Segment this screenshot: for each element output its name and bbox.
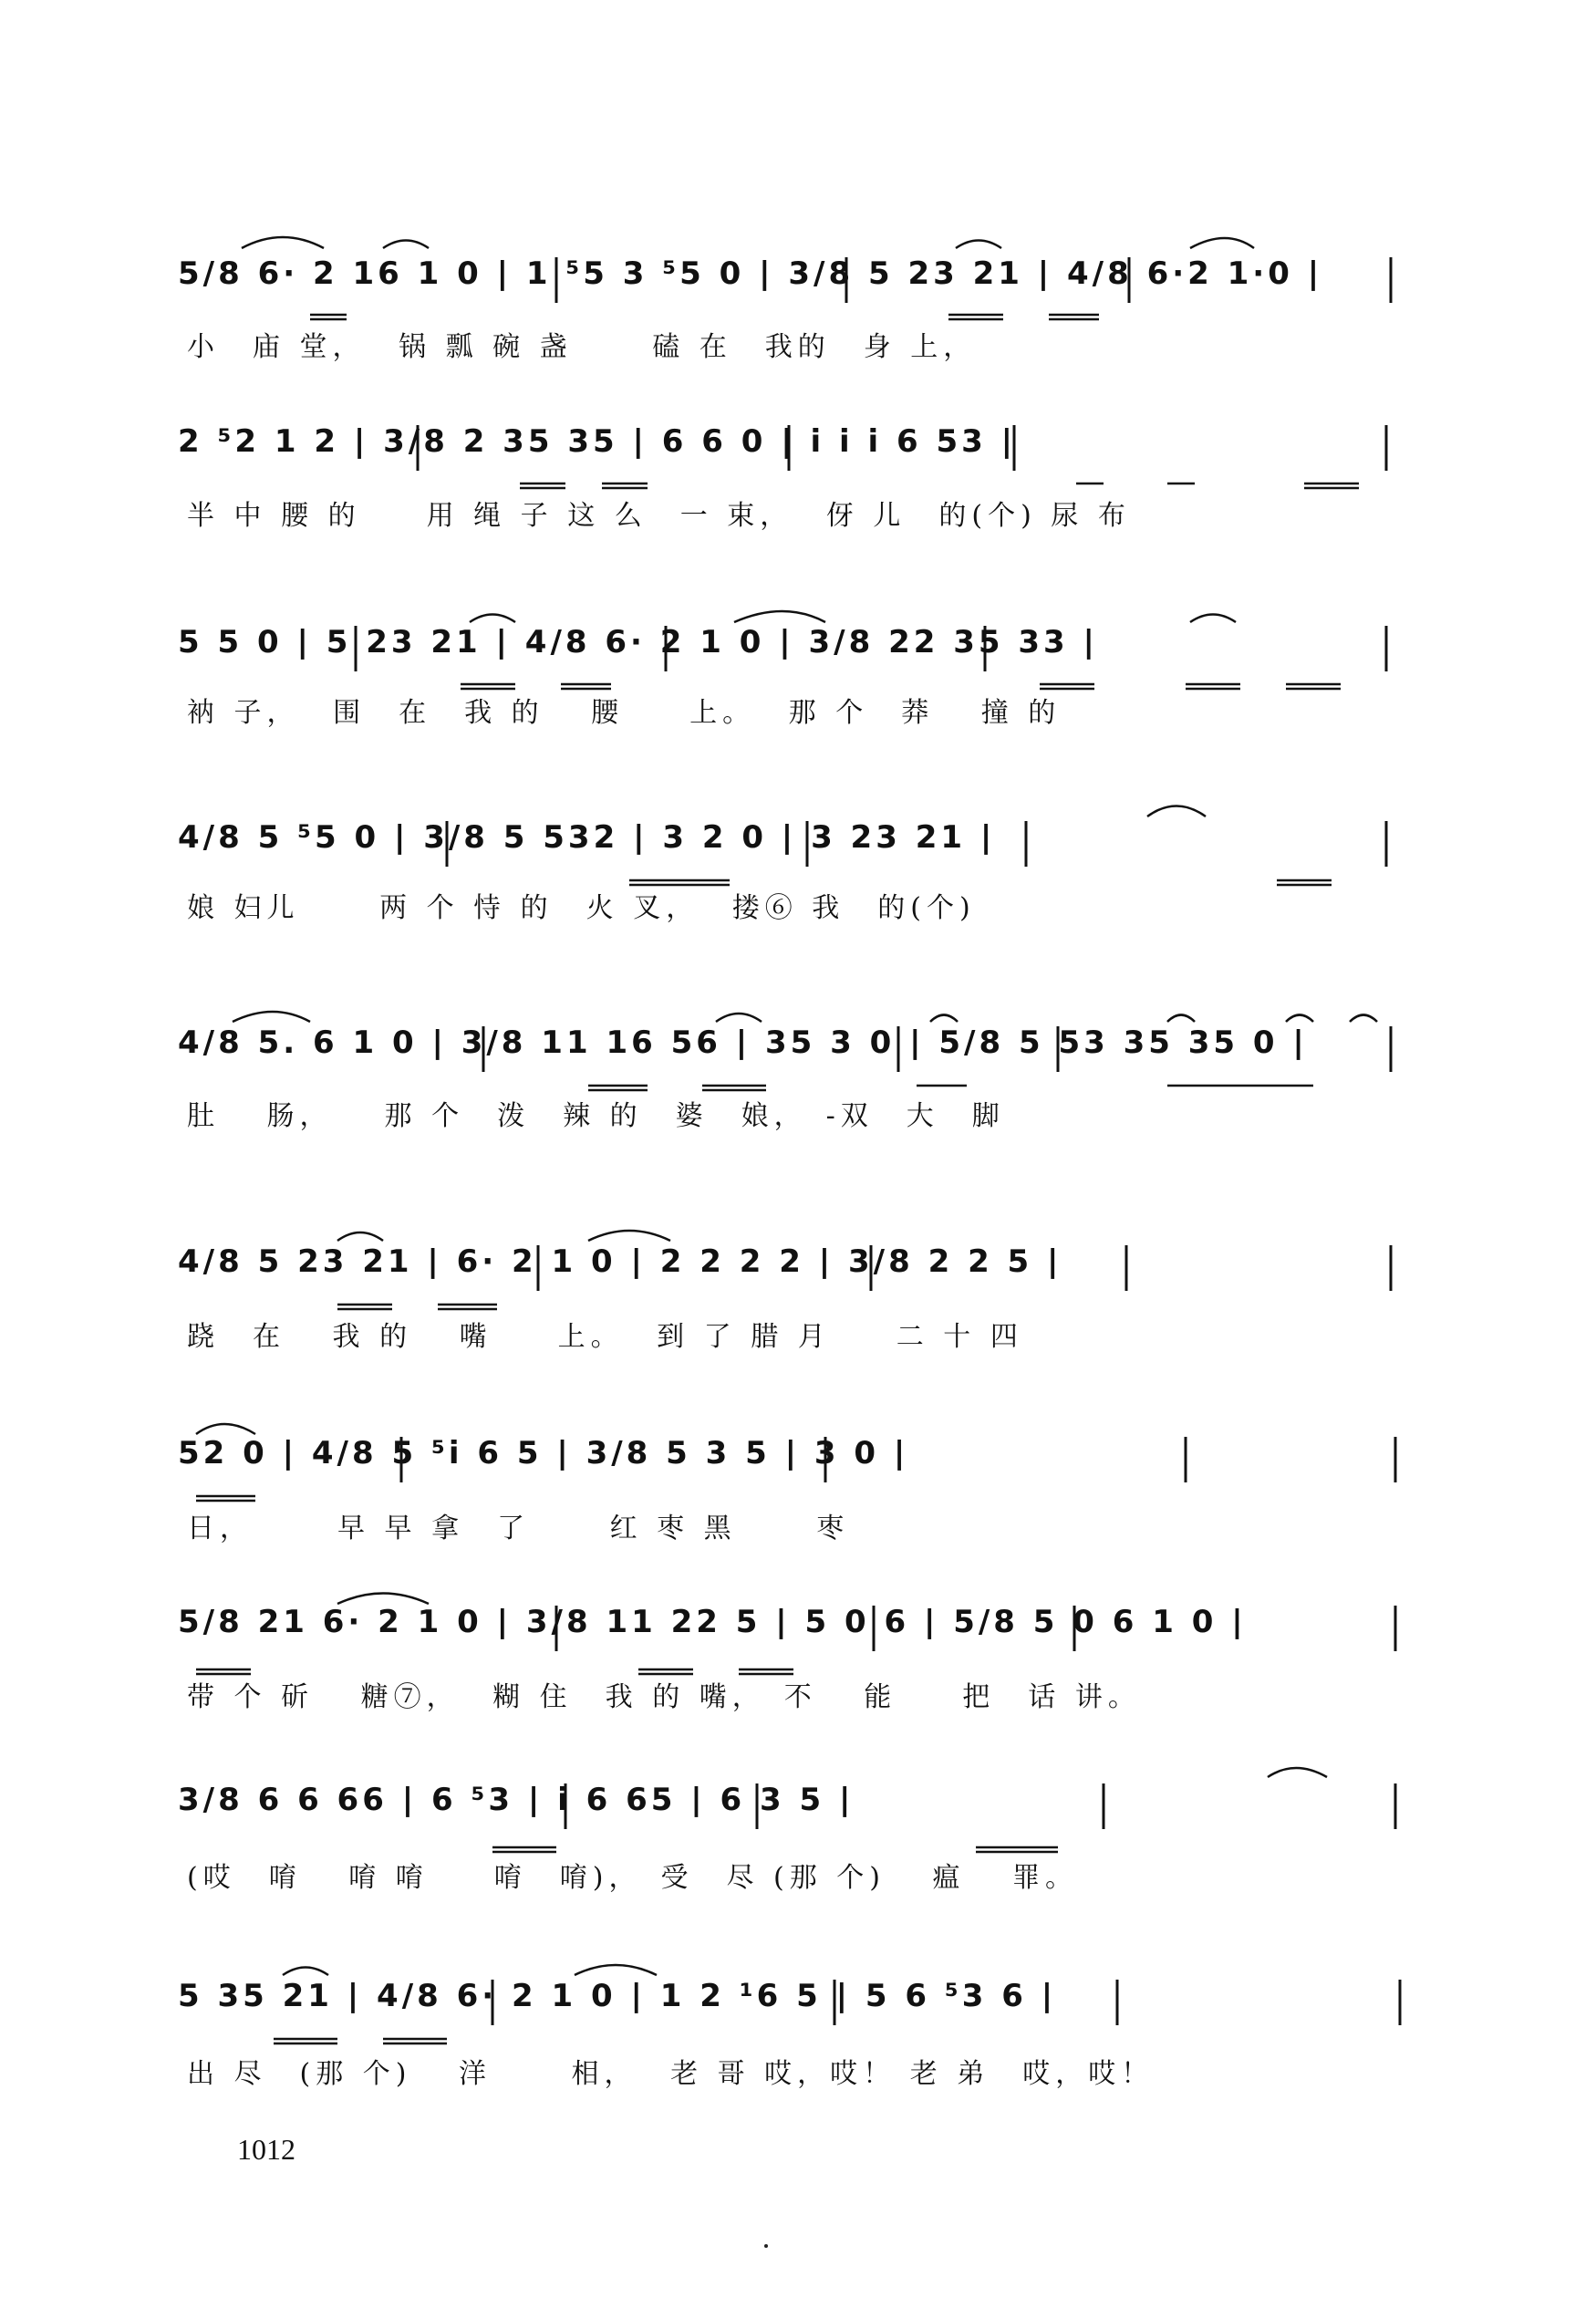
notation-row-10: 5 35 21 | 4/8 6· 2 1 0 | 1 2 ¹6 5 | 5 6 ⁵3 6 |: [178, 1978, 1057, 2014]
lyrics-row-4: 娘 妇儿 两 个 恃 的 火 叉， 搂⑥ 我 的(个): [187, 892, 976, 924]
page-number: 1012: [237, 2133, 295, 2166]
notation-row-1: 5/8 6· 2 16 1 0 | 1 ⁵5 3 ⁵5 0 | 3/8 5 23 21 | 4/8 6·2 1·0 |: [178, 255, 1323, 292]
notation-row-2: 2 ⁵2 1 2 | 3/8 2 35 35 | 6 6 0 | i i i 6 53 |: [178, 423, 1017, 460]
notation-row-8: 5/8 21 6· 2 1 0 | 3/8 11 22 5 | 5 0 6 | 5/8 5 0 6 1 0 |: [178, 1604, 1247, 1640]
notation-row-3: 5 5 0 | 5 23 21 | 4/8 6· 2 1 0 | 3/8 22 35 33 |: [178, 624, 1098, 660]
notation-row-7: 52 0 | 4/8 5 ⁵i 6 5 | 3/8 5 3 5 | 3 0 |: [178, 1435, 909, 1471]
lyrics-row-9: (哎 唷 唷 唷 唷 唷)， 受 尽 (那 个) 瘟 罪。: [187, 1862, 1079, 1894]
lyrics-row-3: 衲 子， 围 在 我 的 腰 上。 那 个 莽 撞 的: [187, 697, 1062, 729]
notation-row-5: 4/8 5. 6 1 0 | 3/8 11 16 56 | 35 3 0 | 5/8 5 53 35 35 0 |: [178, 1024, 1308, 1061]
lyrics-row-6: 跷 在 我 的 嘴 上。 到 了 腊 月 二 十 四: [187, 1321, 1023, 1353]
scan-speck: [764, 2244, 768, 2248]
notation-row-4: 4/8 5 ⁵5 0 | 3/8 5 532 | 3 2 0 | 3 23 21 |: [178, 819, 996, 856]
notation-row-6: 4/8 5 23 21 | 6· 2 1 0 | 2 2 2 2 | 3/8 2 2 5 |: [178, 1243, 1062, 1280]
lyrics-row-2: 半 中 腰 的 用 绳 子 这 么 一 束， 伢 儿 的(个) 尿 布: [187, 500, 1131, 532]
lyrics-row-5: 肚 肠， 那 个 泼 辣 的 婆 娘， -双 大 脚: [187, 1100, 1005, 1132]
lyrics-row-10: 出 尽 (那 个) 洋 相， 老 哥 哎，哎！ 老 弟 哎，哎！: [187, 2058, 1155, 2090]
lyrics-row-7: 日， 早 早 拿 了 红 枣 黑 枣: [187, 1513, 850, 1544]
notation-row-9: 3/8 6 6 66 | 6 ⁵3 | i 6 65 | 6 3 5 |: [178, 1782, 855, 1818]
lyrics-row-1: 小 庙 堂， 锅 瓢 碗 盏 磕 在 我的 身 上，: [187, 331, 977, 363]
lyrics-row-8: 带 个 斫 糖⑦， 糊 住 我 的 嘴， 不 能 把 话 讲。: [187, 1681, 1141, 1713]
